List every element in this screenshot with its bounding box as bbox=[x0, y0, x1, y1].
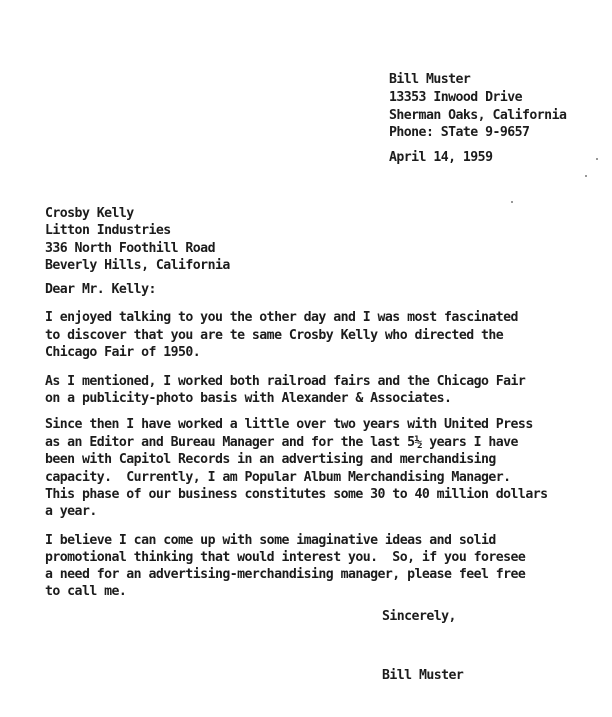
sender-city: Sherman Oaks, California bbox=[389, 108, 567, 123]
body-line: as an Editor and Bureau Manager and for the last 5½ years I have bbox=[45, 435, 518, 450]
paper-speck bbox=[596, 158, 598, 160]
sender-phone: Phone: STate 9-9657 bbox=[389, 125, 530, 140]
sender-street: 13353 Inwood Drive bbox=[389, 90, 523, 105]
salutation: Dear Mr. Kelly: bbox=[45, 282, 156, 297]
body-line: As I mentioned, I worked both railroad fairs and the Chicago Fair bbox=[45, 374, 526, 389]
body-line: to discover that you are te same Crosby Kelly who directed the bbox=[45, 328, 504, 343]
closing: Sincerely, bbox=[382, 609, 456, 624]
body-line: to call me. bbox=[45, 584, 127, 599]
body-line: capacity. Currently, I am Popular Album Merchandising Manager. bbox=[45, 470, 511, 485]
letter-date: April 14, 1959 bbox=[389, 150, 493, 165]
paper-speck bbox=[511, 201, 513, 203]
body-line: I enjoyed talking to you the other day and I was most fascinated bbox=[45, 310, 518, 325]
recipient-company: Litton Industries bbox=[45, 223, 171, 238]
recipient-street: 336 North Foothill Road bbox=[45, 241, 215, 256]
body-line: a year. bbox=[45, 504, 97, 519]
body-line: on a publicity-photo basis with Alexander & Associates. bbox=[45, 391, 452, 406]
recipient-name: Crosby Kelly bbox=[45, 206, 134, 221]
body-line: This phase of our business constitutes some 30 to 40 million dollars bbox=[45, 487, 548, 502]
recipient-city: Beverly Hills, California bbox=[45, 258, 230, 273]
paper-speck bbox=[585, 175, 587, 177]
body-line: I believe I can come up with some imaginative ideas and solid bbox=[45, 533, 496, 548]
body-line: Chicago Fair of 1950. bbox=[45, 345, 201, 360]
body-line: promotional thinking that would interest you. So, if you foresee bbox=[45, 550, 526, 565]
body-line: a need for an advertising-merchandising manager, please feel free bbox=[45, 567, 526, 582]
signature-name: Bill Muster bbox=[382, 668, 464, 683]
sender-name: Bill Muster bbox=[389, 72, 471, 87]
body-line: been with Capitol Records in an advertising and merchandising bbox=[45, 452, 496, 467]
body-line: Since then I have worked a little over two years with United Press bbox=[45, 417, 533, 432]
